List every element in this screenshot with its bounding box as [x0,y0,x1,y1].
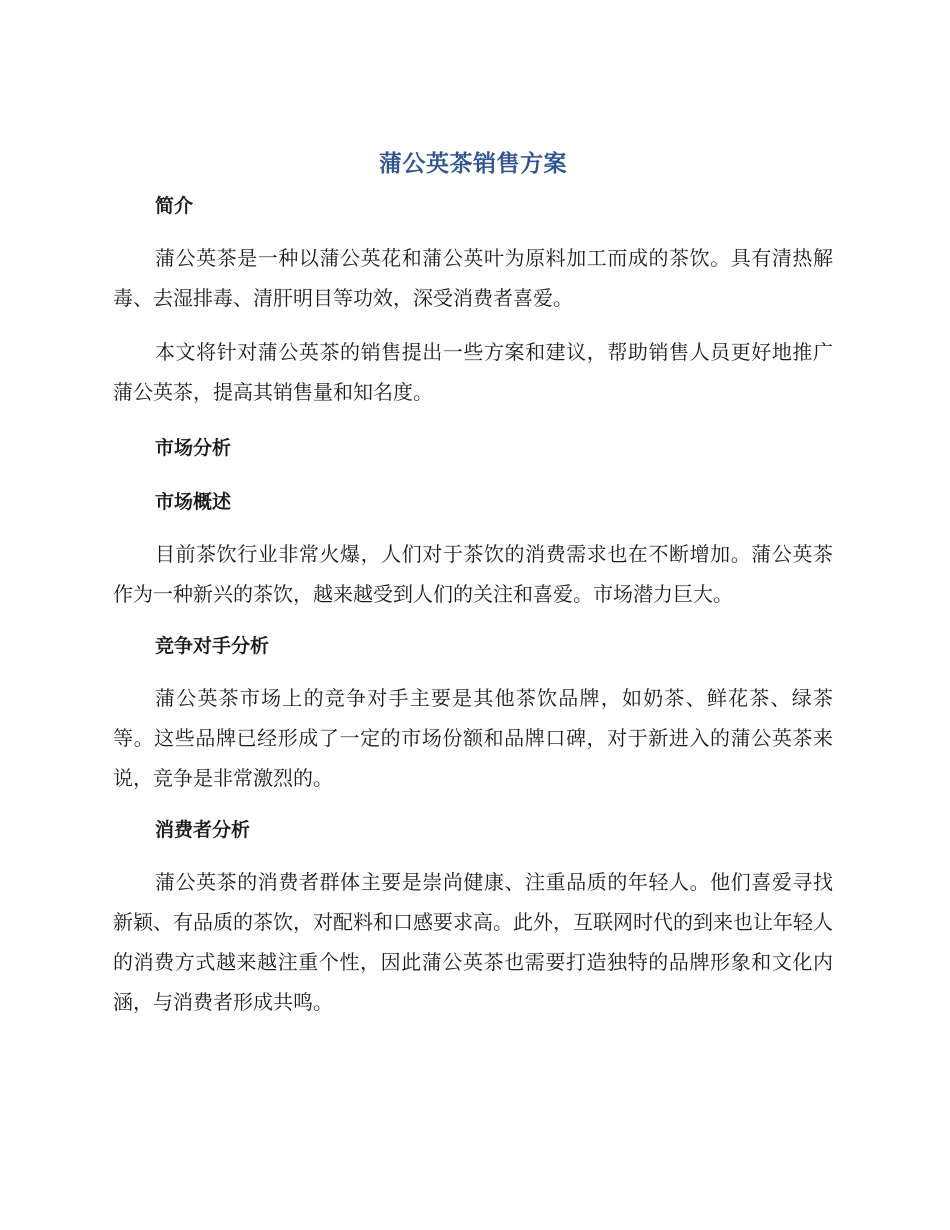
market-overview-paragraph: 目前茶饮行业非常火爆，人们对于茶饮的消费需求也在不断增加。蒲公英茶作为一种新兴的茶饮，越来越受到人们的关注和喜爱。市场潜力巨大。 [113,542,833,606]
intro-paragraph-1: 蒲公英茶是一种以蒲公英花和蒲公英叶为原料加工而成的茶饮。具有清热解毒、去湿排毒、清肝明目等功效，深受消费者喜爱。 [113,246,833,310]
section-heading-market-analysis: 市场分析 [155,437,232,459]
competition-paragraph: 蒲公英茶市场上的竞争对手主要是其他茶饮品牌，如奶茶、鲜花茶、绿茶等。这些品牌已经形成了一定的市场份额和品牌口碑，对于新进入的蒲公英茶来说，竞争是非常激烈的。 [113,686,833,790]
subsection-heading-consumer: 消费者分析 [155,819,251,841]
document-body [113,146,833,1022]
subsection-heading-competition: 竞争对手分析 [155,635,270,657]
consumer-paragraph: 蒲公英茶的消费者群体主要是崇尚健康、注重品质的年轻人。他们喜爱寻找新颖、有品质的茶饮，对配料和口感要求高。此外，互联网时代的到来也让年轻人的消费方式越来越注重个性，因此蒲公英茶也需要打造独特的品牌形象和文化内涵，与消费者形成共鸣。 [113,870,833,1014]
subsection-heading-market-overview: 市场概述 [155,491,232,513]
section-heading-intro: 简介 [155,195,194,217]
intro-paragraph-2: 本文将针对蒲公英茶的销售提出一些方案和建议，帮助销售人员更好地推广蒲公英茶，提高其销售量和知名度。 [113,340,833,404]
document-title: 蒲公英茶销售方案 [379,151,567,177]
